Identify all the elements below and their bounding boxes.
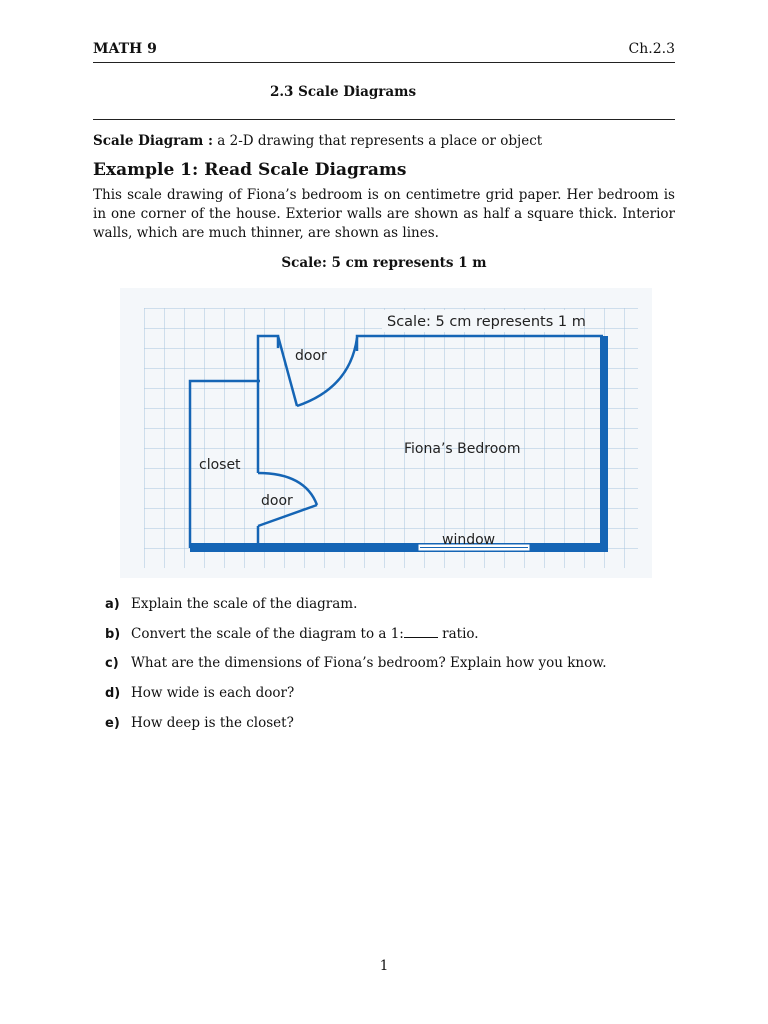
question-letter: a): [105, 597, 120, 612]
bottom-door-label: door: [261, 493, 293, 509]
question-a: [105, 596, 357, 612]
question-b: [105, 625, 479, 642]
closet-label: closet: [199, 457, 241, 473]
exterior-wall-bottom: [190, 543, 608, 552]
section-rule: [93, 119, 675, 120]
question-text-before-blank: Convert the scale of the diagram to a 1:: [131, 626, 404, 642]
page-number: 1: [379, 958, 389, 974]
question-c: [105, 655, 606, 671]
definition-term: Scale Diagram :: [93, 133, 213, 149]
question-text: Explain the scale of the diagram.: [131, 596, 358, 612]
question-text: How wide is each door?: [131, 685, 295, 701]
question-letter: c): [105, 656, 119, 671]
exterior-wall-right: [600, 336, 608, 552]
question-letter: e): [105, 716, 120, 731]
question-e: [105, 715, 294, 731]
diagram-scale-label: Scale: 5 cm represents 1 m: [387, 314, 586, 330]
grid-paper: [144, 308, 638, 568]
definition: [93, 133, 542, 149]
bedroom-label: Fiona’s Bedroom: [404, 441, 521, 457]
top-door-label: door: [295, 348, 327, 364]
question-letter: d): [105, 686, 121, 701]
answer-blank[interactable]: [404, 625, 438, 638]
floor-plan-svg: [120, 288, 652, 578]
course-label: MATH 9: [93, 41, 157, 57]
example-paragraph: This scale drawing of Fiona’s bedroom is on centimetre grid paper. Her bedroom is in one corner of the house. Exterior walls are shown as half a square thick. Interior walls, which are much thinner, are shown as lines.: [93, 187, 675, 241]
window-label: window: [442, 532, 496, 548]
question-text-after-blank: ratio.: [437, 626, 479, 642]
question-d: [105, 685, 294, 701]
question-letter: b): [105, 627, 121, 642]
scale-diagram: [120, 288, 652, 578]
question-text: How deep is the closet?: [131, 715, 294, 731]
header-rule: [93, 62, 675, 63]
chapter-label: Ch.2.3: [628, 41, 675, 57]
definition-text: a 2-D drawing that represents a place or object: [217, 133, 543, 149]
scale-caption: Scale: 5 cm represents 1 m: [281, 255, 487, 271]
example-title: Example 1: Read Scale Diagrams: [93, 160, 407, 180]
section-title: 2.3 Scale Diagrams: [269, 84, 417, 100]
question-text: What are the dimensions of Fiona’s bedroom? Explain how you know.: [131, 655, 607, 671]
